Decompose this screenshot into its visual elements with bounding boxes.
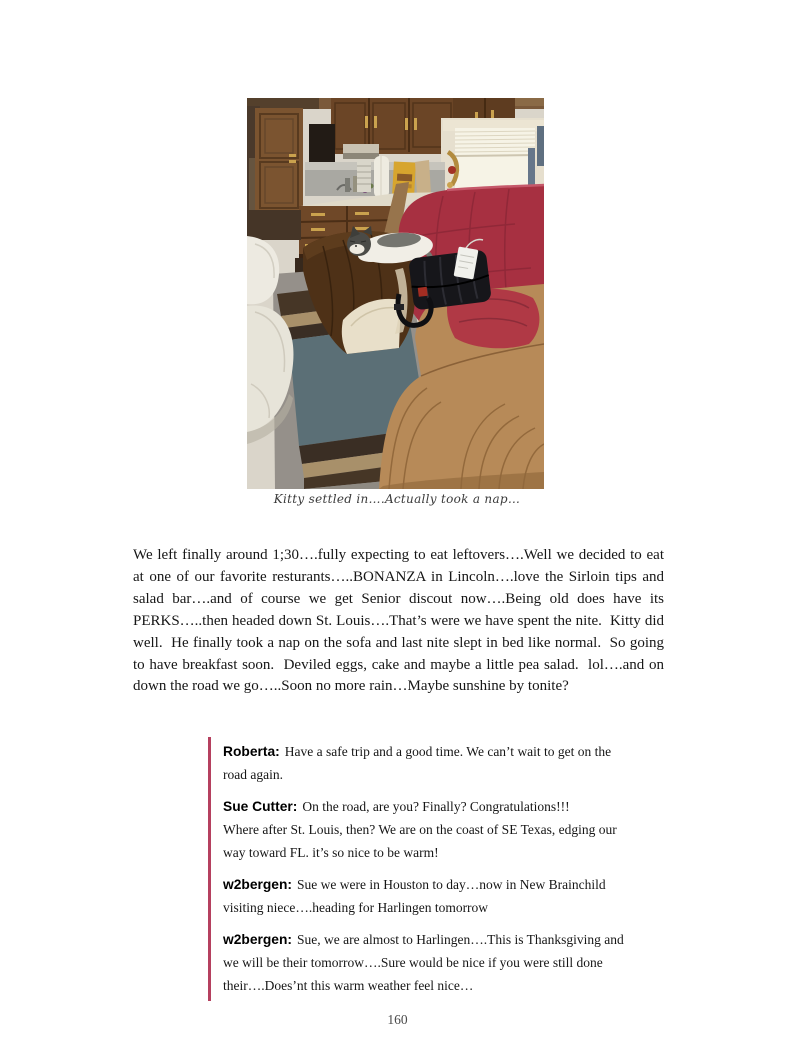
comment-text: On the road, are you? Finally? Congratulations!!! xyxy=(302,799,570,814)
rv-interior-photo xyxy=(247,98,544,489)
comment-text-continued: Where after St. Louis, then? We are on the coast of SE Texas, edging our way toward FL. it’s so nice to be warm! xyxy=(223,822,617,860)
photo-pantry-cabinet xyxy=(255,108,303,214)
comment-author: Sue Cutter: xyxy=(223,799,298,814)
comment xyxy=(223,873,637,919)
article-paragraph: We left finally around 1;30….fully expecting to eat leftovers….Well we decided to eat at one of our favorite resturants…..BONANZA in Lincoln….love the Sirloin tips and salad bar….and of course we get Senior discout now….Being old does have its PERKS…..then headed down St. Louis….That’s were we have spent the nite. Kitty did well. He finally took a nap on the sofa and last nite slept in bed like normal. So going to have breakfast soon. Deviled eggs, cake and maybe a little pea salad. lol….and on down the road we go…..Soon no more rain…Maybe sunshine by tonite? xyxy=(133,547,668,695)
comment-author: Roberta: xyxy=(223,744,280,759)
photo-vent-hood xyxy=(343,144,379,159)
comment xyxy=(223,740,637,786)
comment-text: Have a safe trip and a good time. We can’t wait to get on the road again. xyxy=(223,744,612,782)
photo-counter-items xyxy=(357,156,431,198)
photo-tv xyxy=(309,124,335,162)
comment-text: Sue, we are almost to Harlingen….This is Thanksgiving and we will be their tomorrow….Sure would be nice if you were still done their….Does’nt this warm weather feel nice… xyxy=(223,932,624,993)
comment-author: w2bergen: xyxy=(223,877,292,892)
page-number: 160 xyxy=(387,1012,408,1027)
comment xyxy=(223,928,637,997)
comment-text: Sue we were in Houston to day…now in New Brainchild visiting niece….heading for Harlingen tomorrow xyxy=(223,877,606,915)
comment xyxy=(223,795,637,864)
rv-interior-illustration xyxy=(247,98,544,489)
photo-caption: Kitty settled in….Actually took a nap… xyxy=(273,492,521,506)
comment-author: w2bergen: xyxy=(223,932,292,947)
comments-block xyxy=(208,737,637,1001)
